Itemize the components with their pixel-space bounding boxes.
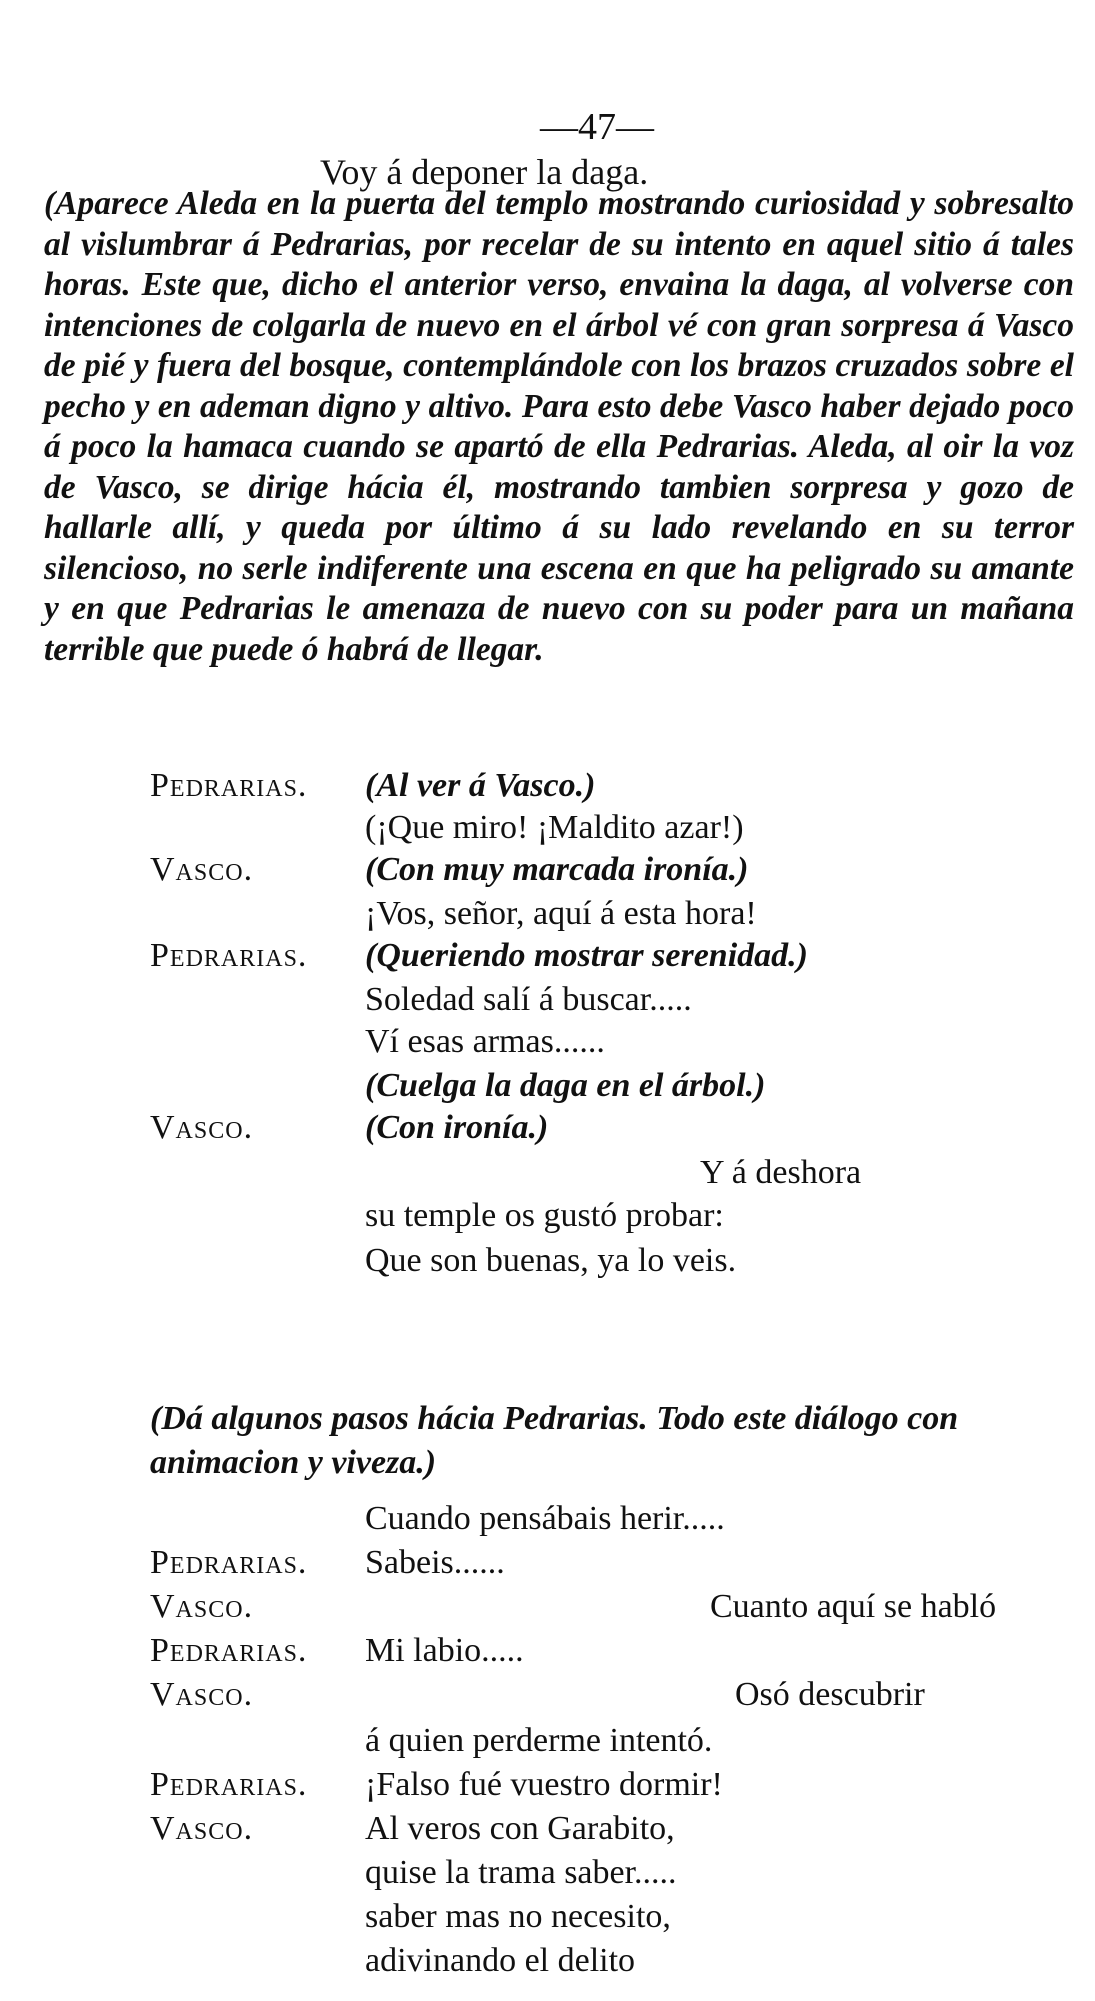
stage-aside: (Al ver á Vasco.)	[365, 767, 596, 804]
stage-direction-2: (Dá algunos pasos hácia Pedrarias. Todo este diálogo con	[150, 1400, 959, 1437]
speaker-name: Pedrarias.	[150, 1544, 308, 1581]
stage-direction: (Aparece Aleda en la puerta del templo mostrando curiosidad y sobresalto al vislumbrar á Pedrarias, por recelar de su intento en aquel sitio á tales horas. Este que, dicho el anterior verso, envaina la daga, al volverse con intenciones de colgarla de nuevo en el árbol vé con gran sorpresa á Vasco de pié y fuera del bosque, contemplándole con los brazos cruzados sobre el pecho y en ademan digno y altivo. Para esto debe Vasco haber dejado poco á poco la hamaca cuando se apartó de ella Pedrarias. Aleda, al oir la voz de Vasco, se dirige hácia él, mostrando tambien sorpresa y gozo de hallarle allí, y queda por último á su lado revelando en su terror silencioso, no serle indiferente una escena en que ha peligrado su amante y en que Pedrarias le amenaza de nuevo con su poder para un mañana terrible que puede ó habrá de llegar.	[44, 185, 1074, 668]
verse-line-continued: Cuanto aquí se habló	[710, 1588, 997, 1625]
verse-line: Que son buenas, ya lo veis.	[365, 1242, 737, 1279]
speaker-name: Pedrarias.	[150, 767, 308, 804]
stage-aside: (Con ironía.)	[365, 1109, 549, 1146]
verse-line: saber mas no necesito,	[365, 1898, 671, 1935]
speaker-name: Vasco.	[150, 1810, 254, 1847]
speaker-name: Vasco.	[150, 1588, 254, 1625]
speaker-name: Vasco.	[150, 1109, 254, 1146]
verse-line: ¡Falso fué vuestro dormir!	[365, 1766, 723, 1803]
verse-line: quise la trama saber.....	[365, 1854, 677, 1891]
verse-line-continued: Osó descubrir	[735, 1676, 925, 1713]
verse-line: adivinando el delito	[365, 1942, 636, 1979]
page-number: —47—	[540, 106, 654, 148]
speaker-name: Vasco.	[150, 851, 254, 888]
stage-direction-2-cont: animacion y viveza.)	[150, 1444, 437, 1481]
speaker-name: Pedrarias.	[150, 937, 308, 974]
speaker-name: Pedrarias.	[150, 1632, 308, 1669]
verse-line: Al veros con Garabito,	[365, 1810, 675, 1847]
stage-aside: (Cuelga la daga en el árbol.)	[365, 1067, 766, 1104]
verse-line: (¡Que miro! ¡Maldito azar!)	[365, 809, 744, 846]
stage-aside: (Queriendo mostrar serenidad.)	[365, 937, 808, 974]
verse-line: Ví esas armas......	[365, 1023, 605, 1060]
verse-line: Soledad salí á buscar.....	[365, 981, 692, 1018]
verse-line: Mi labio.....	[365, 1632, 524, 1669]
verse-line: á quien perderme intentó.	[365, 1722, 713, 1759]
verse-line: Sabeis......	[365, 1544, 505, 1581]
speaker-name: Pedrarias.	[150, 1766, 308, 1803]
speaker-name: Vasco.	[150, 1676, 254, 1713]
verse-line: Cuando pensábais herir.....	[365, 1500, 725, 1537]
stage-aside: (Con muy marcada ironía.)	[365, 851, 749, 888]
verse-line: su temple os gustó probar:	[365, 1197, 724, 1234]
verse-line: ¡Vos, señor, aquí á esta hora!	[365, 895, 757, 932]
verse-line: Voy á deponer la daga.	[320, 152, 649, 192]
verse-line: Y á deshora	[700, 1154, 862, 1191]
